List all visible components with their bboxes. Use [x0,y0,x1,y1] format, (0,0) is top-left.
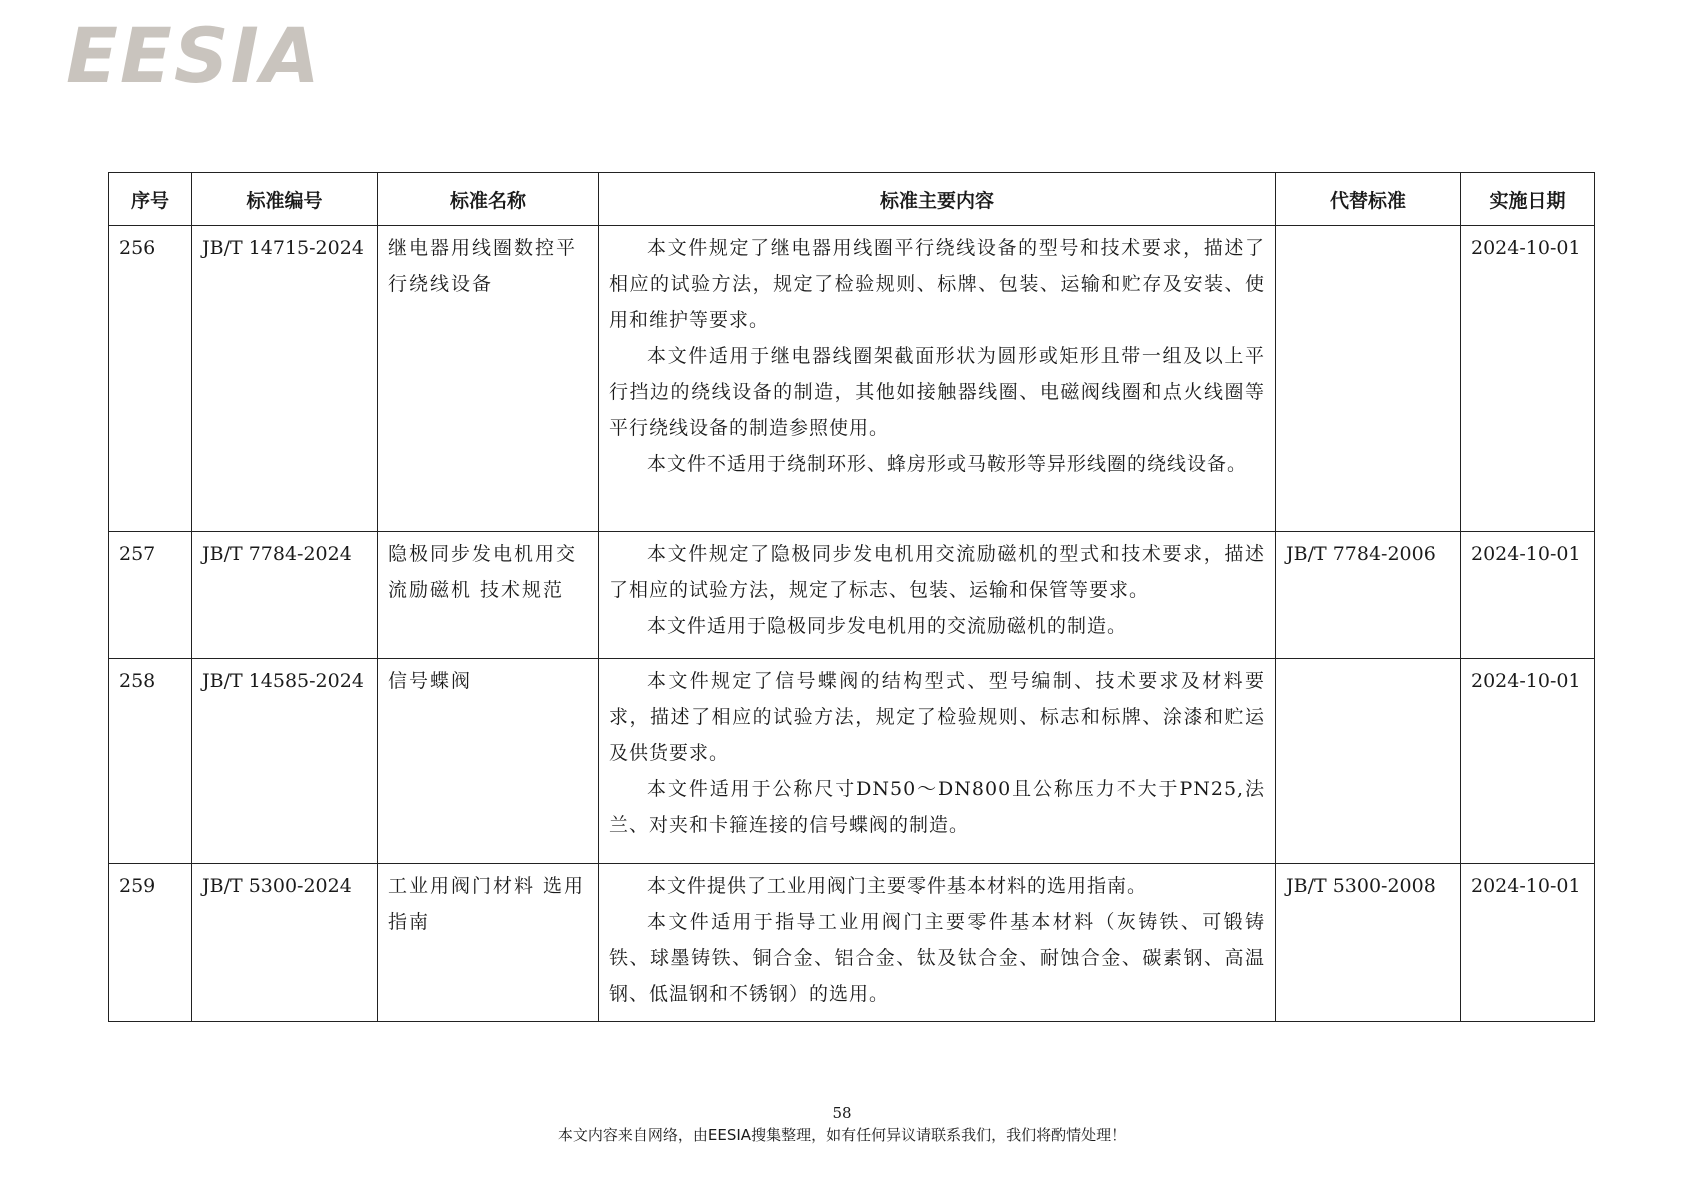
cell-standard-name: 隐极同步发电机用交流励磁机 技术规范 [378,532,599,659]
table-row [109,532,1595,659]
eesia-logo: EESIA [66,11,322,100]
content-paragraph: 本文件规定了隐极同步发电机用交流励磁机的型式和技术要求，描述了相应的试验方法，规定了标志、包装、运输和保管等要求。 [609,543,1265,601]
cell-effective-date: 2024-10-01 [1461,226,1595,532]
content-paragraph: 本文件适用于隐极同步发电机用的交流励磁机的制造。 [647,615,1128,637]
header-main-content: 标准主要内容 [599,173,1276,226]
page-number: 58 [832,1104,852,1122]
cell-serial-number: 259 [109,864,192,1022]
content-paragraph: 本文件规定了信号蝶阀的结构型式、型号编制、技术要求及材料要求，描述了相应的试验方法，规定了检验规则、标志和标牌、涂漆和贮运及供货要求。 [609,670,1265,764]
cell-effective-date: 2024-10-01 [1461,864,1595,1022]
header-effective-date: 实施日期 [1461,173,1595,226]
cell-serial-number: 258 [109,659,192,864]
cell-standard-code: JB/T 14715-2024 [192,226,378,532]
cell-standard-name: 信号蝶阀 [378,659,599,864]
cell-main-content [599,532,1276,659]
content-paragraph: 本文件规定了继电器用线圈平行绕线设备的型号和技术要求，描述了相应的试验方法，规定了检验规则、标牌、包装、运输和贮存及安装、使用和维护等要求。 [609,237,1265,331]
cell-serial-number: 256 [109,226,192,532]
footer-disclaimer: 本文内容来自网络，由EESIA搜集整理，如有任何异议请联系我们，我们将酌情处理！ [557,1126,1127,1144]
header-serial-number: 序号 [109,173,192,226]
table-row [109,659,1595,864]
cell-standard-name: 继电器用线圈数控平行绕线设备 [378,226,599,532]
cell-replaced-standard [1276,659,1461,864]
content-paragraph: 本文件不适用于绕制环形、蜂房形或马鞍形等异形线圈的绕线设备。 [647,453,1248,475]
cell-standard-name: 工业用阀门材料 选用指南 [378,864,599,1022]
content-paragraph: 本文件适用于指导工业用阀门主要零件基本材料（灰铸铁、可锻铸铁、球墨铸铁、铜合金、铝合金、钛及钛合金、耐蚀合金、碳素钢、高温钢、低温钢和不锈钢）的选用。 [609,911,1265,1005]
cell-standard-code: JB/T 7784-2024 [192,532,378,659]
table-header-row [109,173,1595,226]
table-row [109,864,1595,1022]
table-row [109,226,1595,532]
content-paragraph: 本文件适用于继电器线圈架截面形状为圆形或矩形且带一组及以上平行挡边的绕线设备的制造，其他如接触器线圈、电磁阀线圈和点火线圈等平行绕线设备的制造参照使用。 [609,345,1265,439]
standards-table [108,172,1595,1022]
cell-replaced-standard: JB/T 5300-2008 [1276,864,1461,1022]
content-paragraph: 本文件提供了工业用阀门主要零件基本材料的选用指南。 [647,875,1148,897]
cell-main-content [599,226,1276,532]
cell-effective-date: 2024-10-01 [1461,659,1595,864]
cell-serial-number: 257 [109,532,192,659]
header-standard-name: 标准名称 [378,173,599,226]
cell-effective-date: 2024-10-01 [1461,532,1595,659]
cell-main-content [599,864,1276,1022]
header-replaced-standard: 代替标准 [1276,173,1461,226]
cell-replaced-standard: JB/T 7784-2006 [1276,532,1461,659]
cell-replaced-standard [1276,226,1461,532]
content-paragraph: 本文件适用于公称尺寸DN50～DN800且公称压力不大于PN25,法兰、对夹和卡箍连接的信号蝶阀的制造。 [609,778,1265,836]
header-standard-code: 标准编号 [192,173,378,226]
cell-standard-code: JB/T 5300-2024 [192,864,378,1022]
cell-main-content [599,659,1276,864]
cell-standard-code: JB/T 14585-2024 [192,659,378,864]
